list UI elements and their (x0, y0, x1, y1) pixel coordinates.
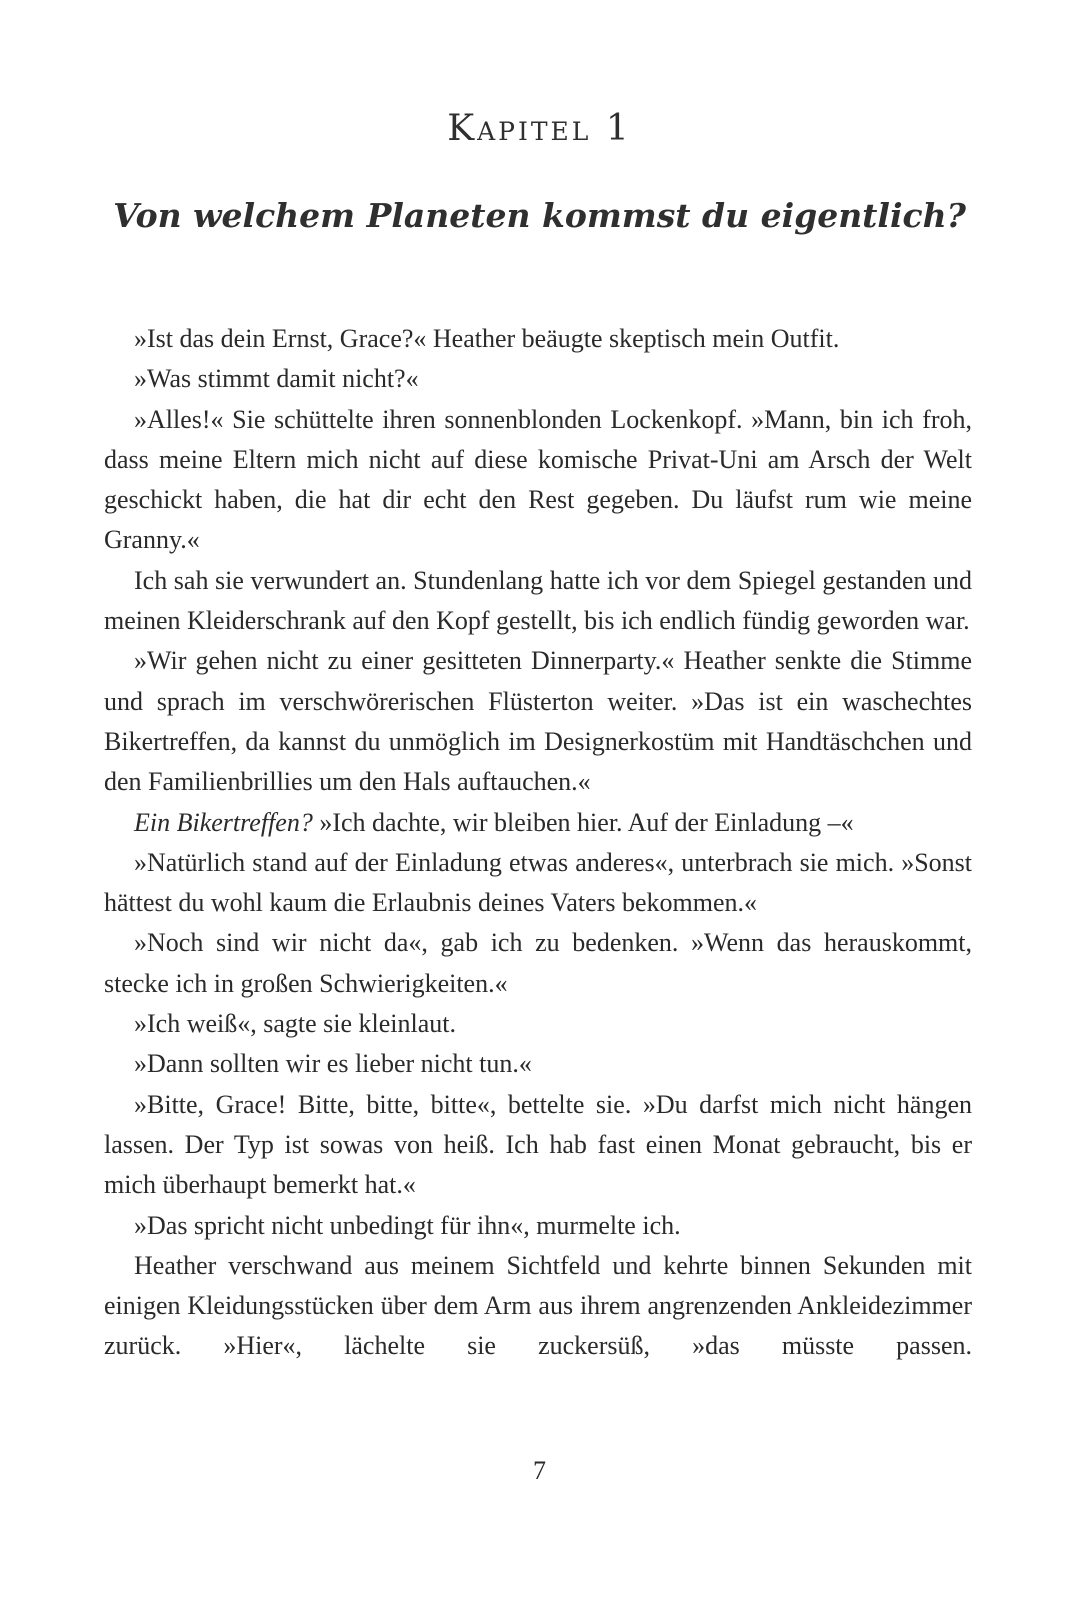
paragraph: »Alles!« Sie schüttelte ihren sonnenblonden Lockenkopf. »Mann, bin ich froh, dass meine Eltern mich nicht auf diese komische Privat-Uni am Arsch der Welt geschickt haben, die hat dir echt den Rest gegeben. Du läufst rum wie meine Granny.« (104, 404, 972, 555)
page-number: 7 (533, 1456, 546, 1485)
chapter-subtitle: Von welchem Planeten kommst du eigentlich? (113, 196, 966, 235)
paragraph: »Was stimmt damit nicht?« (134, 364, 419, 394)
italic-lead: Ein Bikertreffen? (134, 807, 313, 837)
paragraph: Ich sah sie verwundert an. Stundenlang hatte ich vor dem Spiegel gestanden und meinen Kleiderschrank auf den Kopf gestellt, bis ich endlich fündig geworden war. (104, 565, 972, 636)
paragraph: »Das spricht nicht unbedingt für ihn«, murmelte ich. (134, 1210, 681, 1240)
paragraph: »Natürlich stand auf der Einladung etwas anderes«, unterbrach sie mich. »Sonst hättest du wohl kaum die Erlaubnis deines Vaters bekommen.« (104, 847, 972, 918)
chapter-body (104, 319, 972, 1367)
paragraph: »Noch sind wir nicht da«, gab ich zu bedenken. »Wenn das herauskommt, stecke ich in großen Schwierigkeiten.« (104, 928, 972, 998)
paragraph: »Ist das dein Ernst, Grace?« Heather beäugte skeptisch mein Outfit. (134, 324, 840, 353)
paragraph: »Wir gehen nicht zu einer gesitteten Dinnerparty.« Heather senkte die Stimme und sprach im verschwörerischen Flüsterton weiter. »Das ist ein waschechtes Bikertreffen, da kannst du unmöglich im Designerkostüm mit Handtäschchen und den Familienbrillies um den Hals auftauchen.« (104, 646, 972, 797)
paragraph: Heather verschwand aus meinem Sichtfeld und kehrte binnen Sekunden mit einigen Kleidungsstücken über dem Arm aus ihrem angrenzenden Ankleidezimmer zurück. »Hier«, lächelte sie zuckersüß, »das müsste passen. (104, 1250, 972, 1361)
paragraph: »Ich weiß«, sagte sie kleinlaut. (134, 1009, 457, 1039)
paragraph-italic-lead (104, 803, 972, 843)
paragraph-rest: »Ich dachte, wir bleiben hier. Auf der Einladung –« (319, 807, 854, 837)
paragraph: »Dann sollten wir es lieber nicht tun.« (134, 1049, 532, 1079)
chapter-heading: Kapitel 1 (447, 108, 632, 149)
paragraph: »Bitte, Grace! Bitte, bitte, bitte«, bettelte sie. »Du darfst mich nicht hängen lassen. Der Typ ist sowas von heiß. Ich hab fast einen Monat gebraucht, bis er mich überhaupt bemerkt hat.« (104, 1089, 972, 1200)
